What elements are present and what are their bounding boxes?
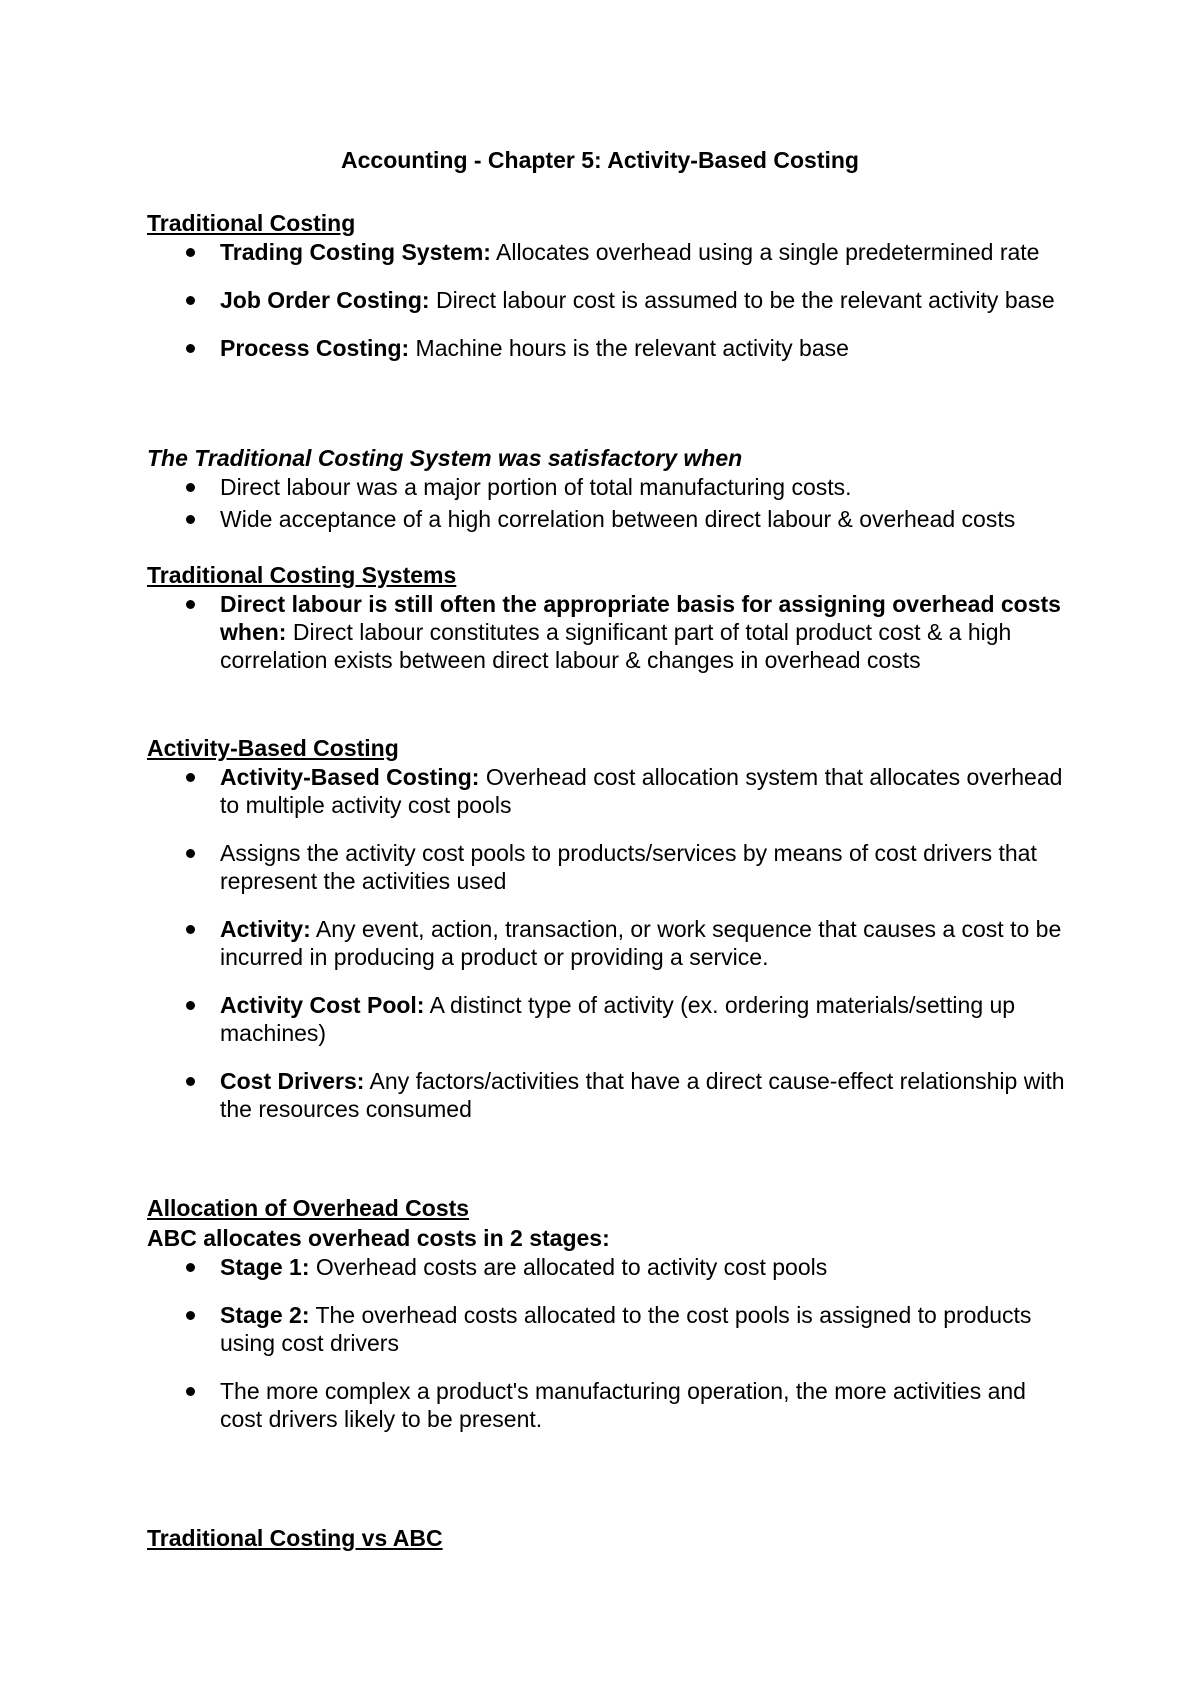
section-heading: Traditional Costing Systems — [147, 562, 457, 588]
bullet-icon — [186, 600, 195, 609]
list-item: Activity Cost Pool: A distinct type of activity (ex. ordering materials/setting up machines) — [147, 991, 1067, 1047]
document-title: Accounting - Chapter 5: Activity-Based Costing — [341, 147, 859, 173]
bullet-icon — [186, 515, 195, 524]
list-item: Trading Costing System: Allocates overhead using a single predetermined rate — [147, 238, 1067, 266]
list-item: Stage 2: The overhead costs allocated to the cost pools is assigned to products using cost drivers — [147, 1301, 1067, 1357]
bullet-icon — [186, 849, 195, 858]
bullet-icon — [186, 773, 195, 782]
list-item: Direct labour is still often the appropriate basis for assigning overhead costs when: Direct labour constitutes a significant part of total product cost & a high correlation exists between direct labour & changes in overhead costs — [147, 590, 1067, 674]
section-satisfactory-when — [147, 443, 1067, 533]
list-item: Stage 1: Overhead costs are allocated to activity cost pools — [147, 1253, 1067, 1281]
section-allocation-of-overhead-costs — [147, 1193, 1067, 1433]
section-activity-based-costing — [147, 733, 1067, 1123]
bullet-icon — [186, 1311, 195, 1320]
bullet-icon — [186, 1263, 195, 1272]
bullet-icon — [186, 1077, 195, 1086]
bullet-list — [147, 473, 1067, 533]
bullet-list — [147, 763, 1067, 1123]
bullet-list — [147, 590, 1067, 674]
list-item: Assigns the activity cost pools to products/services by means of cost drivers that represent the activities used — [147, 839, 1067, 895]
bullet-list — [147, 238, 1067, 362]
bullet-icon — [186, 1387, 195, 1396]
section-traditional-costing — [147, 208, 1067, 362]
section-heading: Traditional Costing — [147, 210, 356, 236]
list-item: Job Order Costing: Direct labour cost is assumed to be the relevant activity base — [147, 286, 1067, 314]
bullet-list — [147, 1253, 1067, 1433]
list-item: Process Costing: Machine hours is the relevant activity base — [147, 334, 1067, 362]
section-subheading: ABC allocates overhead costs in 2 stages: — [147, 1225, 610, 1251]
bullet-icon — [186, 296, 195, 305]
list-item: Wide acceptance of a high correlation between direct labour & overhead costs — [147, 505, 1067, 533]
section-heading: The Traditional Costing System was satisfactory when — [147, 445, 743, 471]
bullet-icon — [186, 483, 195, 492]
section-traditional-costing-systems — [147, 560, 1067, 674]
section-heading: Activity-Based Costing — [147, 735, 399, 761]
list-item: The more complex a product's manufacturing operation, the more activities and cost drivers likely to be present. — [147, 1377, 1067, 1433]
section-traditional-vs-abc — [147, 1523, 1067, 1553]
section-heading: Allocation of Overhead Costs — [147, 1195, 470, 1221]
bullet-icon — [186, 1001, 195, 1010]
list-item: Cost Drivers: Any factors/activities that have a direct cause-effect relationship with the resources consumed — [147, 1067, 1067, 1123]
bullet-icon — [186, 344, 195, 353]
bullet-icon — [186, 248, 195, 257]
list-item: Direct labour was a major portion of total manufacturing costs. — [147, 473, 1067, 501]
section-heading: Traditional Costing vs ABC — [147, 1525, 443, 1551]
bullet-icon — [186, 925, 195, 934]
list-item: Activity-Based Costing: Overhead cost allocation system that allocates overhead to multiple activity cost pools — [147, 763, 1067, 819]
list-item: Activity: Any event, action, transaction, or work sequence that causes a cost to be incurred in producing a product or providing a service. — [147, 915, 1067, 971]
